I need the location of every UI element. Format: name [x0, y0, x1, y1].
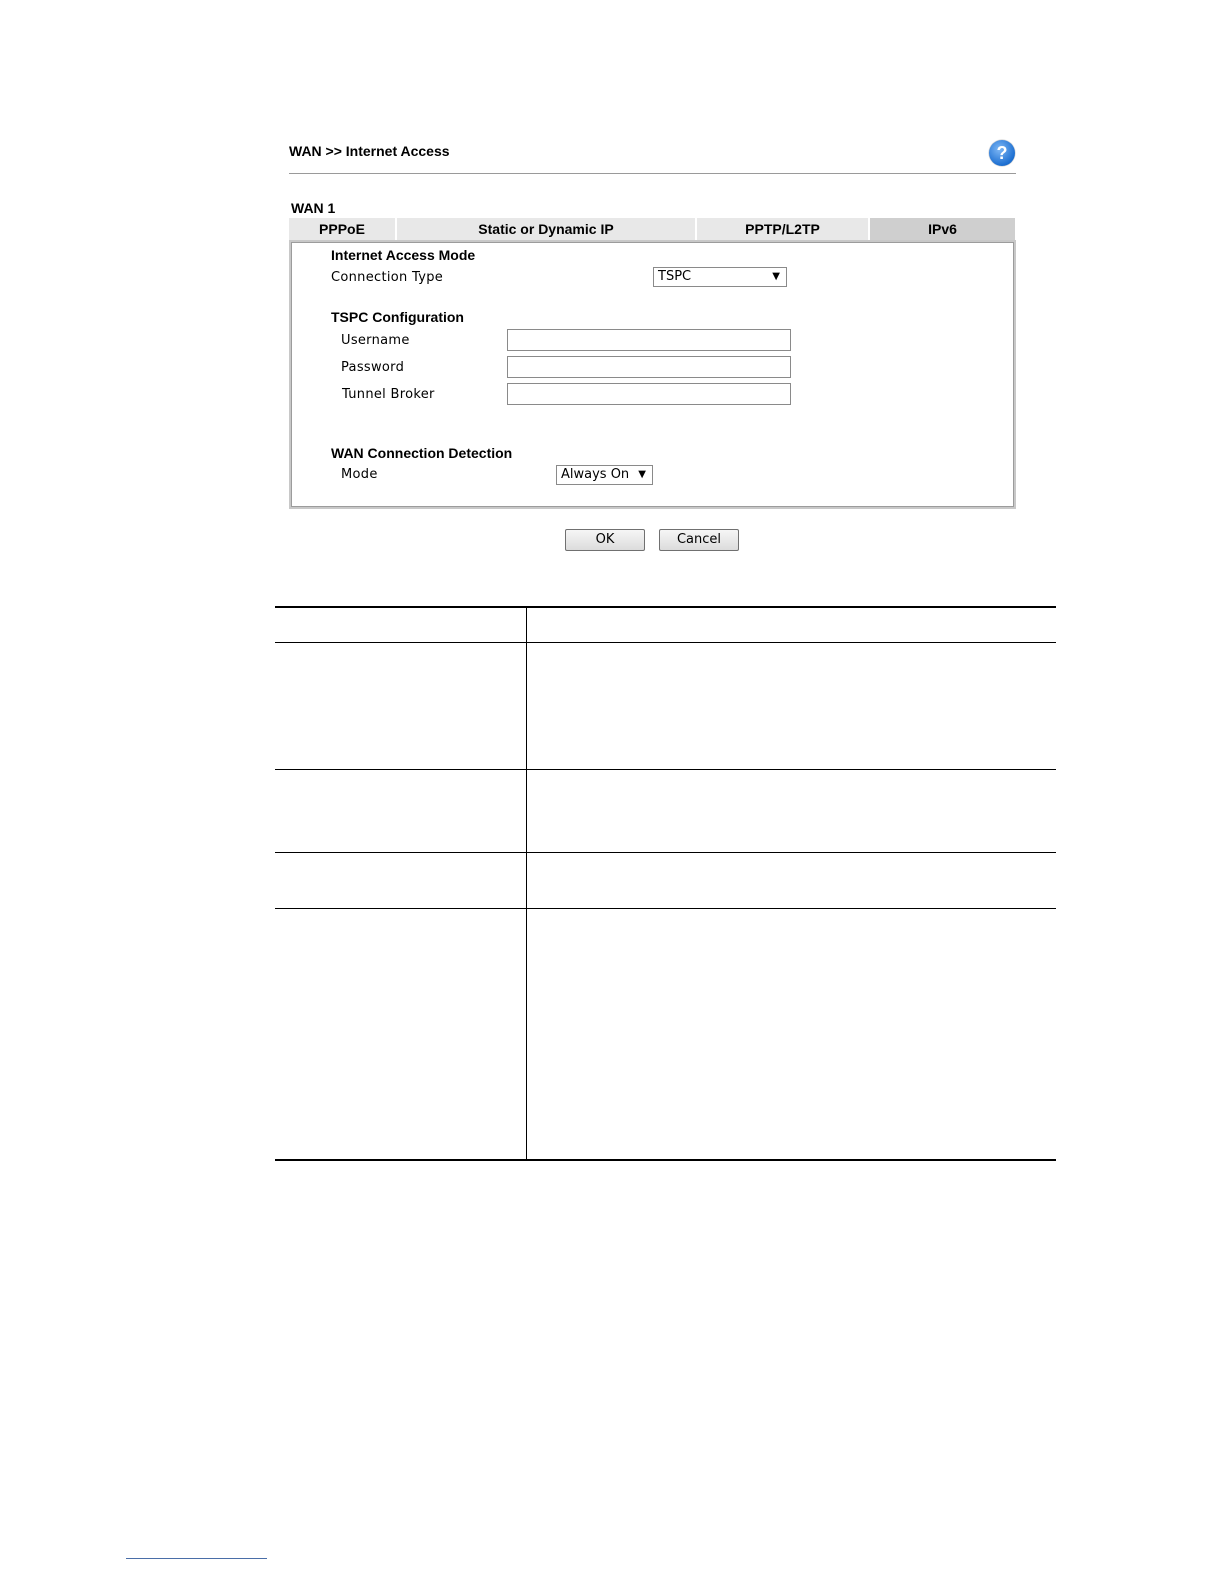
- table-column-divider: [526, 608, 527, 1160]
- connection-type-select[interactable]: [653, 267, 787, 287]
- tab-pppoe[interactable]: PPPoE: [289, 218, 397, 240]
- tab-static-dynamic-ip[interactable]: Static or Dynamic IP: [397, 218, 697, 240]
- tspc-configuration-heading: TSPC Configuration: [331, 309, 464, 325]
- wan-label: WAN 1: [291, 200, 336, 216]
- internet-access-mode-heading: Internet Access Mode: [331, 247, 476, 263]
- mode-value: Always On: [561, 467, 630, 482]
- header-divider: [289, 173, 1016, 174]
- help-icon[interactable]: ?: [989, 140, 1015, 166]
- table-row-divider: [275, 852, 1056, 853]
- username-label: Username: [341, 333, 410, 348]
- mode-label: Mode: [341, 467, 378, 482]
- connection-type-label: Connection Type: [331, 270, 444, 285]
- password-label: Password: [341, 360, 405, 375]
- table-header-divider: [275, 642, 1056, 643]
- table-row-divider: [275, 908, 1056, 909]
- breadcrumb: WAN >> Internet Access: [289, 143, 450, 159]
- footer-rule: [126, 1558, 267, 1559]
- ok-button[interactable]: OK: [565, 529, 645, 551]
- tab-ipv6[interactable]: IPv6: [870, 218, 1015, 240]
- tab-bar: [289, 218, 1015, 240]
- tab-pptp-l2tp[interactable]: PPTP/L2TP: [697, 218, 870, 240]
- cancel-button[interactable]: Cancel: [659, 529, 739, 551]
- mode-select[interactable]: [556, 465, 653, 485]
- wan-connection-detection-heading: WAN Connection Detection: [331, 445, 513, 461]
- chevron-down-icon: ▼: [638, 469, 646, 480]
- chevron-down-icon: ▼: [772, 271, 780, 282]
- tunnel-broker-input[interactable]: [507, 383, 791, 405]
- tunnel-broker-label: Tunnel Broker: [342, 387, 435, 402]
- connection-type-value: TSPC: [658, 269, 692, 284]
- password-input[interactable]: [507, 356, 791, 378]
- table-top-border: [275, 606, 1056, 608]
- table-row-divider: [275, 769, 1056, 770]
- table-bottom-border: [275, 1159, 1056, 1161]
- username-input[interactable]: [507, 329, 791, 351]
